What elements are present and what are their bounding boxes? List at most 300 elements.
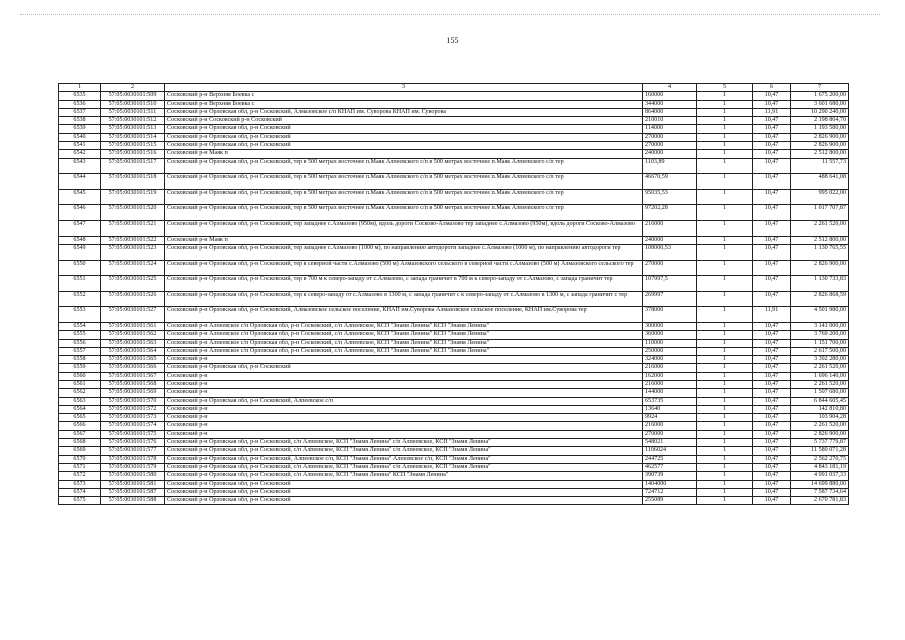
table-row — [59, 455, 849, 463]
location-cell: Сосковский р-н Орловская обл, р-н Сосковский, тер в северной части с.Алмазово (500 м) Алмазовского сельского в северной части с.Алмазово (500 м) Алмазовского сельского тер — [165, 260, 643, 276]
area-cell: 270000 — [643, 133, 697, 141]
rate-cell: 10,47 — [753, 125, 791, 133]
rate-cell: 10,47 — [753, 356, 791, 364]
cadastral-number-cell: 57:05:0030101:517 — [101, 158, 165, 174]
table-body — [59, 92, 849, 505]
column-header-5: 5 — [697, 84, 753, 92]
rate-cell: 10,47 — [753, 322, 791, 330]
area-cell: 108000,53 — [643, 244, 697, 260]
cadastral-number-cell: 57:05:0030101:519 — [101, 189, 165, 205]
location-cell: Сосковский р-н Орловская обл, р-н Сосковский, тер западнее с.Алмазово (1000 м), по направлению автодороги западнее с.Алмазово (1000 м), по направлению автодороги тер — [165, 244, 643, 260]
cadastral-number-cell: 57:05:0030101:562 — [101, 331, 165, 339]
count-cell: 1 — [697, 347, 753, 355]
row-number-cell: 6553 — [59, 307, 101, 323]
cadastral-number-cell: 57:05:0030101:510 — [101, 100, 165, 108]
row-number-cell: 6564 — [59, 405, 101, 413]
count-cell: 1 — [697, 150, 753, 158]
value-cell: 3 769 200,00 — [791, 331, 849, 339]
row-number-cell: 6538 — [59, 117, 101, 125]
count-cell: 1 — [697, 356, 753, 364]
row-number-cell: 6566 — [59, 422, 101, 430]
value-cell: 488 641,08 — [791, 174, 849, 190]
area-cell: 255089 — [643, 497, 697, 505]
rate-cell: 10,47 — [753, 405, 791, 413]
area-cell: 864000 — [643, 108, 697, 116]
rate-cell: 10,47 — [753, 472, 791, 480]
table-row — [59, 422, 849, 430]
area-cell: 216000 — [643, 380, 697, 388]
value-cell: 7 587 734,64 — [791, 488, 849, 496]
area-cell: 114000 — [643, 125, 697, 133]
row-number-cell: 6554 — [59, 322, 101, 330]
table-row — [59, 158, 849, 174]
count-cell: 1 — [697, 291, 753, 307]
rate-cell: 10,47 — [753, 380, 791, 388]
rate-cell: 10,47 — [753, 142, 791, 150]
row-number-cell: 6537 — [59, 108, 101, 116]
area-cell: 95035,53 — [643, 189, 697, 205]
value-cell: 1 130 765,55 — [791, 244, 849, 260]
location-cell: Сосковский р-н Верхняя Боевка с — [165, 100, 643, 108]
rate-cell: 10,47 — [753, 497, 791, 505]
cadastral-number-cell: 57:05:0030101:581 — [101, 480, 165, 488]
location-cell: Сосковский р-н Орловская обл, р-н Сосковский, тер в 500 метрах восточнее п.Маяк Алпеевского с/п в 500 метрах восточнее п.Маяк Алпеевского с/п тер — [165, 205, 643, 221]
table-header — [59, 84, 849, 92]
rate-cell: 10,47 — [753, 430, 791, 438]
location-cell: Сосковский р-н Маяк п — [165, 236, 643, 244]
row-number-cell: 6567 — [59, 430, 101, 438]
table-row — [59, 189, 849, 205]
count-cell: 1 — [697, 480, 753, 488]
cadastral-number-cell: 57:05:0030101:574 — [101, 422, 165, 430]
area-cell: 724712 — [643, 488, 697, 496]
cadastral-number-cell: 57:05:0030101:516 — [101, 150, 165, 158]
rate-cell: 10,47 — [753, 260, 791, 276]
cadastral-number-cell: 57:05:0030101:566 — [101, 364, 165, 372]
count-cell: 1 — [697, 142, 753, 150]
row-number-cell: 6572 — [59, 472, 101, 480]
area-cell: 240000 — [643, 150, 697, 158]
location-cell: Сосковский р-н Орловская обл, р-н Сосковский — [165, 142, 643, 150]
rate-cell: 10,47 — [753, 364, 791, 372]
area-cell: 300000 — [643, 322, 697, 330]
cadastral-number-cell: 57:05:0030101:576 — [101, 439, 165, 447]
table-row — [59, 236, 849, 244]
row-number-cell: 6563 — [59, 397, 101, 405]
area-cell: 462577 — [643, 463, 697, 471]
cadastral-number-cell: 57:05:0030101:568 — [101, 380, 165, 388]
rate-cell: 10,47 — [753, 422, 791, 430]
area-cell: 210010 — [643, 117, 697, 125]
value-cell: 3 392 280,00 — [791, 356, 849, 364]
cadastral-number-cell: 57:05:0030101:569 — [101, 389, 165, 397]
row-number-cell: 6568 — [59, 439, 101, 447]
rate-cell: 10,47 — [753, 347, 791, 355]
rate-cell: 10,47 — [753, 236, 791, 244]
value-cell: 2 198 804,70 — [791, 117, 849, 125]
row-number-cell: 6561 — [59, 380, 101, 388]
count-cell: 1 — [697, 447, 753, 455]
value-cell: 4 843 181,19 — [791, 463, 849, 471]
value-cell: 5 737 779,87 — [791, 439, 849, 447]
location-cell: Сосковский р-н — [165, 372, 643, 380]
value-cell: 6 844 605,45 — [791, 397, 849, 405]
cadastral-number-cell: 57:05:0030101:578 — [101, 455, 165, 463]
row-number-cell: 6545 — [59, 189, 101, 205]
rate-cell: 10,47 — [753, 339, 791, 347]
cadastral-number-cell: 57:05:0030101:525 — [101, 276, 165, 292]
count-cell: 1 — [697, 331, 753, 339]
location-cell: Сосковский р-н Орловская обл, р-н Сосковский, с/п Алпеевское, КСП "Знамя Ленина" с/п Алпеевское, КСП "Знамя Ленина" — [165, 447, 643, 455]
row-number-cell: 6551 — [59, 276, 101, 292]
value-cell: 2 261 520,00 — [791, 221, 849, 237]
area-cell: 360000 — [643, 331, 697, 339]
cadastral-number-cell: 57:05:0030101:509 — [101, 92, 165, 100]
table-row — [59, 117, 849, 125]
location-cell: Сосковский р-н — [165, 389, 643, 397]
location-cell: Сосковский р-н — [165, 414, 643, 422]
value-cell: 142 810,80 — [791, 405, 849, 413]
row-number-cell: 6560 — [59, 372, 101, 380]
count-cell: 1 — [697, 100, 753, 108]
rate-cell: 10,47 — [753, 117, 791, 125]
row-number-cell: 6558 — [59, 356, 101, 364]
table-row — [59, 397, 849, 405]
value-cell: 1 017 707,87 — [791, 205, 849, 221]
count-cell: 1 — [697, 117, 753, 125]
rate-cell: 10,47 — [753, 372, 791, 380]
area-cell: 162000 — [643, 372, 697, 380]
column-header-3: 3 — [165, 84, 643, 92]
land-registry-table — [58, 83, 849, 505]
rate-cell: 10,47 — [753, 463, 791, 471]
location-cell: Сосковский р-н Орловская обл, р-н Сосковский — [165, 364, 643, 372]
cadastral-number-cell: 57:05:0030101:570 — [101, 397, 165, 405]
count-cell: 1 — [697, 414, 753, 422]
column-header-6: 6 — [753, 84, 791, 92]
rate-cell: 10,47 — [753, 397, 791, 405]
row-number-cell: 6547 — [59, 221, 101, 237]
count-cell: 1 — [697, 125, 753, 133]
row-number-cell: 6569 — [59, 447, 101, 455]
location-cell: Сосковский р-н Орловская обл, р-н Сосковский, тер в 700 м к северо-западу от с.Алмазово, с запада граничит в 700 м к северо-западу от с.Алмазово, с запада граничит тер — [165, 276, 643, 292]
area-cell: 46670,59 — [643, 174, 697, 190]
count-cell: 1 — [697, 422, 753, 430]
count-cell: 1 — [697, 339, 753, 347]
value-cell: 2 512 800,00 — [791, 150, 849, 158]
area-cell: 270000 — [643, 430, 697, 438]
location-cell: Сосковский р-н — [165, 430, 643, 438]
cadastral-number-cell: 57:05:0030101:515 — [101, 142, 165, 150]
location-cell: Сосковский р-н Орловская обл, р-н Сосковский, Алпеевское с/п, КСП "Знамя Ленина" Алпеевское с/п, КСП "Знамя Ленина" — [165, 455, 643, 463]
count-cell: 1 — [697, 472, 753, 480]
count-cell: 1 — [697, 221, 753, 237]
table-row — [59, 142, 849, 150]
count-cell: 1 — [697, 372, 753, 380]
count-cell: 1 — [697, 364, 753, 372]
rate-cell: 10,47 — [753, 92, 791, 100]
table-row — [59, 497, 849, 505]
table-row — [59, 447, 849, 455]
value-cell: 10 290 240,00 — [791, 108, 849, 116]
table-row — [59, 339, 849, 347]
location-cell: Сосковский р-н Орловская обл, р-н Сосковский, тер в 500 метрах восточнее п.Маяк Алпеевского с/п в 500 метрах восточнее п.Маяк Алпеевского с/п тер — [165, 174, 643, 190]
cadastral-number-cell: 57:05:0030101:577 — [101, 447, 165, 455]
row-number-cell: 6541 — [59, 142, 101, 150]
table-row — [59, 205, 849, 221]
location-cell: Сосковский р-н Орловская обл, р-н Сосковский, с/п Алпеевское, КСП "Знамя Ленина" с/п Алпеевское, КСП "Знамя Ленина" — [165, 439, 643, 447]
rate-cell: 10,47 — [753, 133, 791, 141]
count-cell: 1 — [697, 92, 753, 100]
table-row — [59, 92, 849, 100]
location-cell: Сосковский р-н Орловская обл, р-н Сосковский, тер к северо-западу от с.Алмазово в 1300 м, с запада граничит с к северо-западу от с.Алмазово в 1300 м, с запада граничит с тер — [165, 291, 643, 307]
header-row — [59, 84, 849, 92]
value-cell: 2 562 270,75 — [791, 455, 849, 463]
value-cell: 11 557,73 — [791, 158, 849, 174]
cadastral-number-cell: 57:05:0030101:524 — [101, 260, 165, 276]
count-cell: 1 — [697, 276, 753, 292]
cadastral-number-cell: 57:05:0030101:572 — [101, 405, 165, 413]
location-cell: Сосковский р-н Алпеевское с/п Орловская обл, р-н Сосковский, с/п Алпеевское, КСП "Знамя Ленина" КСП "Знамя Ленина" — [165, 331, 643, 339]
location-cell: Сосковский р-н Орловская обл, р-н Сосковский — [165, 488, 643, 496]
cadastral-number-cell: 57:05:0030101:512 — [101, 117, 165, 125]
table-row — [59, 480, 849, 488]
table-row — [59, 380, 849, 388]
cadastral-number-cell: 57:05:0030101:567 — [101, 372, 165, 380]
value-cell: 1 696 140,00 — [791, 372, 849, 380]
row-number-cell: 6562 — [59, 389, 101, 397]
location-cell: Сосковский р-н Орловская обл, р-н Сосковский, с/п Алпеевское, КСП "Знамя Ленина" с/п Алпеевское, КСП "Знамя Ленина" — [165, 463, 643, 471]
table-row — [59, 307, 849, 323]
rate-cell: 10,47 — [753, 174, 791, 190]
rate-cell: 10,47 — [753, 150, 791, 158]
scan-noise-line — [20, 14, 880, 15]
column-header-1: 1 — [59, 84, 101, 92]
value-cell: 1 507 680,00 — [791, 389, 849, 397]
count-cell: 1 — [697, 380, 753, 388]
row-number-cell: 6535 — [59, 92, 101, 100]
area-cell: 97202,28 — [643, 205, 697, 221]
table-row — [59, 472, 849, 480]
row-number-cell: 6574 — [59, 488, 101, 496]
row-number-cell: 6548 — [59, 236, 101, 244]
table-row — [59, 322, 849, 330]
value-cell: 103 904,28 — [791, 414, 849, 422]
location-cell: Сосковский р-н Орловская обл, р-н Сосковский, тер западнее с.Алмазово (950м), вдоль дороги Сосково-Алмазово тер западнее с.Алмазово (950м), вдоль дороги Сосково-Алмазово — [165, 221, 643, 237]
cadastral-number-cell: 57:05:0030101:523 — [101, 244, 165, 260]
count-cell: 1 — [697, 244, 753, 260]
location-cell: Сосковский р-н Алпеевское с/п Орловская обл, р-н Сосковский, с/п Алпеевское, КСП "Знамя Ленина" КСП "Знамя Ленина" — [165, 347, 643, 355]
cadastral-number-cell: 57:05:0030101:580 — [101, 472, 165, 480]
rate-cell: 11,91 — [753, 108, 791, 116]
area-cell: 244725 — [643, 455, 697, 463]
count-cell: 1 — [697, 108, 753, 116]
table-row — [59, 331, 849, 339]
table-row — [59, 364, 849, 372]
count-cell: 1 — [697, 133, 753, 141]
area-cell: 160000 — [643, 92, 697, 100]
cadastral-number-cell: 57:05:0030101:587 — [101, 488, 165, 496]
value-cell: 4 091 037,33 — [791, 472, 849, 480]
table-row — [59, 389, 849, 397]
location-cell: Сосковский р-н Орловская обл, р-н Сосковский, Алпеевское с/п — [165, 397, 643, 405]
location-cell: Сосковский р-н Маяк п — [165, 150, 643, 158]
area-cell: 390739 — [643, 472, 697, 480]
value-cell: 1 130 733,83 — [791, 276, 849, 292]
table-row — [59, 405, 849, 413]
cadastral-number-cell: 57:05:0030101:518 — [101, 174, 165, 190]
cadastral-number-cell: 57:05:0030101:513 — [101, 125, 165, 133]
count-cell: 1 — [697, 174, 753, 190]
cadastral-number-cell: 57:05:0030101:526 — [101, 291, 165, 307]
rate-cell: 10,47 — [753, 480, 791, 488]
table-row — [59, 463, 849, 471]
table-row — [59, 100, 849, 108]
rate-cell: 10,47 — [753, 100, 791, 108]
value-cell: 2 261 520,00 — [791, 380, 849, 388]
row-number-cell: 6546 — [59, 205, 101, 221]
row-number-cell: 6565 — [59, 414, 101, 422]
page-number: 155 — [446, 36, 459, 45]
count-cell: 1 — [697, 397, 753, 405]
location-cell: Сосковский р-н Алпеевское с/п Орловская обл, р-н Сосковский, с/п Алпеевское, КСП "Знамя Ленина" КСП "Знамя Ленина" — [165, 339, 643, 347]
rate-cell: 10,47 — [753, 389, 791, 397]
table-row — [59, 372, 849, 380]
rate-cell: 10,47 — [753, 158, 791, 174]
location-cell: Сосковский р-н Орловская обл, р-н Сосковский — [165, 497, 643, 505]
table-row — [59, 125, 849, 133]
table-row — [59, 439, 849, 447]
area-cell: 216000 — [643, 422, 697, 430]
table-row — [59, 150, 849, 158]
rate-cell: 10,47 — [753, 205, 791, 221]
count-cell: 1 — [697, 322, 753, 330]
cadastral-number-cell: 57:05:0030101:563 — [101, 339, 165, 347]
value-cell: 2 826 868,59 — [791, 291, 849, 307]
location-cell: Сосковский р-н Орловская обл, р-н Сосковский, Алмазовское сельское поселение, КНАП им.Суворова Алмазовское сельское поселение, КНАП им.Суворова тер — [165, 307, 643, 323]
row-number-cell: 6571 — [59, 463, 101, 471]
value-cell: 2 826 900,00 — [791, 430, 849, 438]
row-number-cell: 6544 — [59, 174, 101, 190]
count-cell: 1 — [697, 430, 753, 438]
area-cell: 653735 — [643, 397, 697, 405]
row-number-cell: 6549 — [59, 244, 101, 260]
value-cell: 3 601 680,00 — [791, 100, 849, 108]
value-cell: 2 826 900,00 — [791, 133, 849, 141]
area-cell: 548021 — [643, 439, 697, 447]
rate-cell: 10,47 — [753, 276, 791, 292]
location-cell: Сосковский р-н — [165, 405, 643, 413]
table-row — [59, 244, 849, 260]
row-number-cell: 6570 — [59, 455, 101, 463]
area-cell: 378000 — [643, 307, 697, 323]
location-cell: Сосковский р-н Орловская обл, р-н Сосковский, тер в 500 метрах восточнее п.Маяк Алпеевского с/п в 500 метрах восточнее п.Маяк Алпеевского с/п тер — [165, 189, 643, 205]
row-number-cell: 6542 — [59, 150, 101, 158]
row-number-cell: 6536 — [59, 100, 101, 108]
rate-cell: 10,47 — [753, 291, 791, 307]
cadastral-number-cell: 57:05:0030101:561 — [101, 322, 165, 330]
rate-cell: 10,47 — [753, 439, 791, 447]
row-number-cell: 6540 — [59, 133, 101, 141]
location-cell: Сосковский р-н Сосковский р-н Сосковский — [165, 117, 643, 125]
value-cell: 3 141 000,00 — [791, 322, 849, 330]
value-cell: 1 193 580,00 — [791, 125, 849, 133]
count-cell: 1 — [697, 455, 753, 463]
cadastral-number-cell: 57:05:0030101:573 — [101, 414, 165, 422]
location-cell: Сосковский р-н — [165, 422, 643, 430]
cadastral-number-cell: 57:05:0030101:579 — [101, 463, 165, 471]
value-cell: 2 261 520,00 — [791, 364, 849, 372]
area-cell: 269997 — [643, 291, 697, 307]
rate-cell: 11,91 — [753, 307, 791, 323]
value-cell: 1 151 700,00 — [791, 339, 849, 347]
table-row — [59, 414, 849, 422]
value-cell: 2 670 781,83 — [791, 497, 849, 505]
location-cell: Сосковский р-н Орловская обл, р-н Сосковский, Алмазовское с/п КНАП им. Суворова КНАП им. Суворова — [165, 108, 643, 116]
table-row — [59, 108, 849, 116]
cadastral-number-cell: 57:05:0030101:520 — [101, 205, 165, 221]
count-cell: 1 — [697, 488, 753, 496]
count-cell: 1 — [697, 389, 753, 397]
rate-cell: 10,47 — [753, 414, 791, 422]
row-number-cell: 6573 — [59, 480, 101, 488]
location-cell: Сосковский р-н Орловская обл, р-н Сосковский — [165, 133, 643, 141]
column-header-4: 4 — [643, 84, 697, 92]
table-row — [59, 430, 849, 438]
count-cell: 1 — [697, 497, 753, 505]
count-cell: 1 — [697, 463, 753, 471]
location-cell: Сосковский р-н Алпеевское с/п Орловская обл, р-н Сосковский, с/п Алпеевское, КСП "Знамя Ленина" КСП "Знамя Ленина" — [165, 322, 643, 330]
rate-cell: 10,47 — [753, 488, 791, 496]
rate-cell: 10,47 — [753, 189, 791, 205]
row-number-cell: 6575 — [59, 497, 101, 505]
area-cell: 324000 — [643, 356, 697, 364]
value-cell: 11 580 071,28 — [791, 447, 849, 455]
row-number-cell: 6555 — [59, 331, 101, 339]
cadastral-number-cell: 57:05:0030101:564 — [101, 347, 165, 355]
row-number-cell: 6539 — [59, 125, 101, 133]
cadastral-number-cell: 57:05:0030101:588 — [101, 497, 165, 505]
table-row — [59, 260, 849, 276]
cadastral-number-cell: 57:05:0030101:521 — [101, 221, 165, 237]
value-cell: 2 826 900,00 — [791, 260, 849, 276]
table-row — [59, 221, 849, 237]
table-row — [59, 276, 849, 292]
location-cell: Сосковский р-н Верхняя Боевка с — [165, 92, 643, 100]
area-cell: 216000 — [643, 364, 697, 372]
count-cell: 1 — [697, 236, 753, 244]
cadastral-number-cell: 57:05:0030101:522 — [101, 236, 165, 244]
rate-cell: 10,47 — [753, 455, 791, 463]
row-number-cell: 6543 — [59, 158, 101, 174]
rate-cell: 10,47 — [753, 447, 791, 455]
location-cell: Сосковский р-н Орловская обл, р-н Сосковский, тер в 500 метрах восточнее п.Маяк Алпеевского с/п в 500 метрах восточнее п.Маяк Алпеевского с/п тер — [165, 158, 643, 174]
area-cell: 13640 — [643, 405, 697, 413]
table-row — [59, 356, 849, 364]
row-number-cell: 6559 — [59, 364, 101, 372]
location-cell: Сосковский р-н — [165, 356, 643, 364]
area-cell: 270000 — [643, 142, 697, 150]
area-cell: 9924 — [643, 414, 697, 422]
value-cell: 995 022,00 — [791, 189, 849, 205]
value-cell: 2 617 500,00 — [791, 347, 849, 355]
table-row — [59, 291, 849, 307]
count-cell: 1 — [697, 307, 753, 323]
cadastral-number-cell: 57:05:0030101:527 — [101, 307, 165, 323]
value-cell: 2 826 900,00 — [791, 142, 849, 150]
value-cell: 4 501 980,00 — [791, 307, 849, 323]
area-cell: 250000 — [643, 347, 697, 355]
